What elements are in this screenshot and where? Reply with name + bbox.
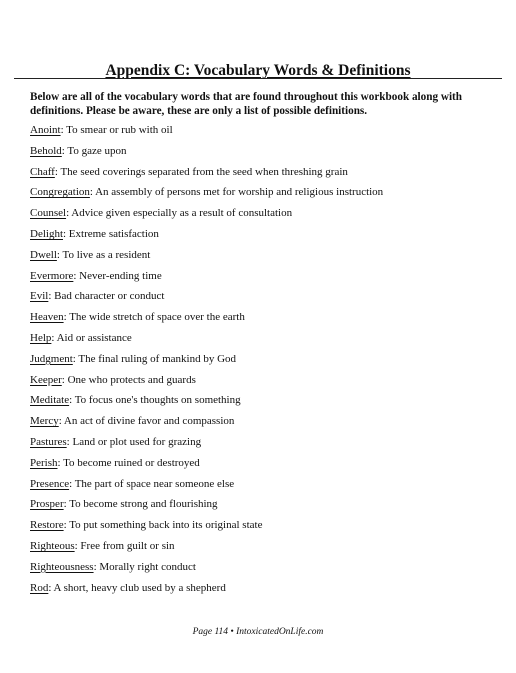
vocab-definition: : Land or plot used for grazing bbox=[66, 435, 202, 448]
vocab-definition: : A short, heavy club used by a shepherd bbox=[48, 581, 226, 594]
vocab-definition: : An assembly of persons met for worship and religious instruction bbox=[89, 186, 384, 199]
vocab-term: Evermore bbox=[30, 269, 74, 282]
vocab-entry bbox=[30, 206, 500, 227]
vocab-entry bbox=[30, 414, 500, 435]
vocab-definition: : Bad character or conduct bbox=[48, 290, 165, 303]
vocab-term: Anoint bbox=[30, 124, 61, 136]
vocab-term: Prosper bbox=[30, 498, 64, 511]
vocab-entry bbox=[30, 144, 500, 165]
vocab-definition: : To put something back into its original state bbox=[63, 519, 263, 532]
vocab-term: Behold bbox=[30, 144, 62, 157]
vocab-definition: : Extreme satisfaction bbox=[63, 227, 159, 240]
vocab-entry bbox=[30, 165, 500, 186]
vocab-entry bbox=[30, 539, 500, 560]
vocab-definition: : An act of divine favor and compassion bbox=[58, 415, 235, 428]
vocab-definition: : The final ruling of mankind by God bbox=[72, 352, 237, 365]
vocab-definition: : Aid or assistance bbox=[51, 331, 132, 344]
vocab-term: Righteous bbox=[30, 539, 75, 552]
vocab-definition: : The seed coverings separated from the seed when threshing grain bbox=[54, 165, 348, 178]
vocab-entry bbox=[30, 352, 500, 373]
vocab-term: Perish bbox=[30, 456, 58, 469]
vocab-entry bbox=[30, 497, 500, 518]
vocab-entry bbox=[30, 393, 500, 414]
vocab-definition: : Never-ending time bbox=[73, 269, 162, 282]
vocab-term: Keeper bbox=[30, 373, 62, 386]
vocab-definition: : The wide stretch of space over the earth bbox=[63, 311, 245, 324]
vocab-term: Chaff bbox=[30, 165, 55, 178]
vocab-entry bbox=[30, 185, 500, 206]
vocab-entry bbox=[30, 310, 500, 331]
vocab-definition: : Morally right conduct bbox=[93, 560, 196, 573]
vocab-entry bbox=[30, 560, 500, 581]
vocab-term: Judgment bbox=[30, 352, 73, 365]
vocab-term: Pastures bbox=[30, 435, 67, 448]
vocab-term: Mercy bbox=[30, 415, 59, 428]
intro-line: definitions. Please be aware, these are only a list of possible definitions. bbox=[30, 105, 368, 117]
vocab-entry bbox=[30, 269, 500, 290]
vocab-definition: : Free from guilt or sin bbox=[74, 539, 175, 552]
vocab-entry bbox=[30, 248, 500, 269]
vocab-term: Meditate bbox=[30, 394, 70, 407]
vocab-definition: : One who protects and guards bbox=[61, 373, 196, 386]
vocab-entry bbox=[30, 518, 500, 539]
vocab-entry bbox=[30, 227, 500, 248]
vocab-term: Dwell bbox=[30, 248, 57, 261]
intro-line: Below are all of the vocabulary words that are found throughout this workbook along with bbox=[30, 91, 463, 103]
title-rule bbox=[14, 62, 502, 79]
vocab-term: Heaven bbox=[30, 311, 64, 324]
vocab-term: Congregation bbox=[30, 186, 90, 199]
vocab-term: Counsel bbox=[30, 207, 67, 220]
vocab-term: Help bbox=[30, 331, 52, 344]
vocab-definition: : To smear or rub with oil bbox=[60, 124, 173, 136]
page-footer: Page 114 • IntoxicatedOnLife.com bbox=[192, 627, 324, 637]
vocab-definition: : To become strong and flourishing bbox=[63, 498, 218, 511]
vocab-entry bbox=[30, 123, 500, 144]
vocab-term: Righteousness bbox=[30, 560, 94, 573]
vocab-entry bbox=[30, 581, 500, 602]
vocab-entry bbox=[30, 456, 500, 477]
vocab-definition: : To become ruined or destroyed bbox=[57, 456, 200, 469]
vocab-entry bbox=[30, 373, 500, 394]
vocab-entry bbox=[30, 435, 500, 456]
vocab-definition: : To gaze upon bbox=[61, 144, 127, 157]
vocab-entry bbox=[30, 331, 500, 352]
vocab-term: Presence bbox=[30, 477, 70, 490]
vocab-definition: : To focus one's thoughts on something bbox=[69, 394, 241, 407]
vocabulary-list bbox=[30, 123, 500, 601]
vocab-definition: : The part of space near someone else bbox=[69, 477, 235, 490]
vocab-definition: : To live as a resident bbox=[56, 248, 151, 261]
page-title: Appendix C: Vocabulary Words & Definitions bbox=[105, 62, 411, 79]
vocab-entry bbox=[30, 477, 500, 498]
vocab-term: Restore bbox=[30, 519, 64, 532]
vocab-term: Rod bbox=[30, 581, 49, 594]
vocab-term: Evil bbox=[30, 290, 49, 303]
vocab-entry bbox=[30, 289, 500, 310]
vocab-definition: : Advice given especially as a result of consultation bbox=[66, 207, 293, 220]
intro-paragraph bbox=[30, 90, 500, 118]
vocab-term: Delight bbox=[30, 227, 63, 240]
